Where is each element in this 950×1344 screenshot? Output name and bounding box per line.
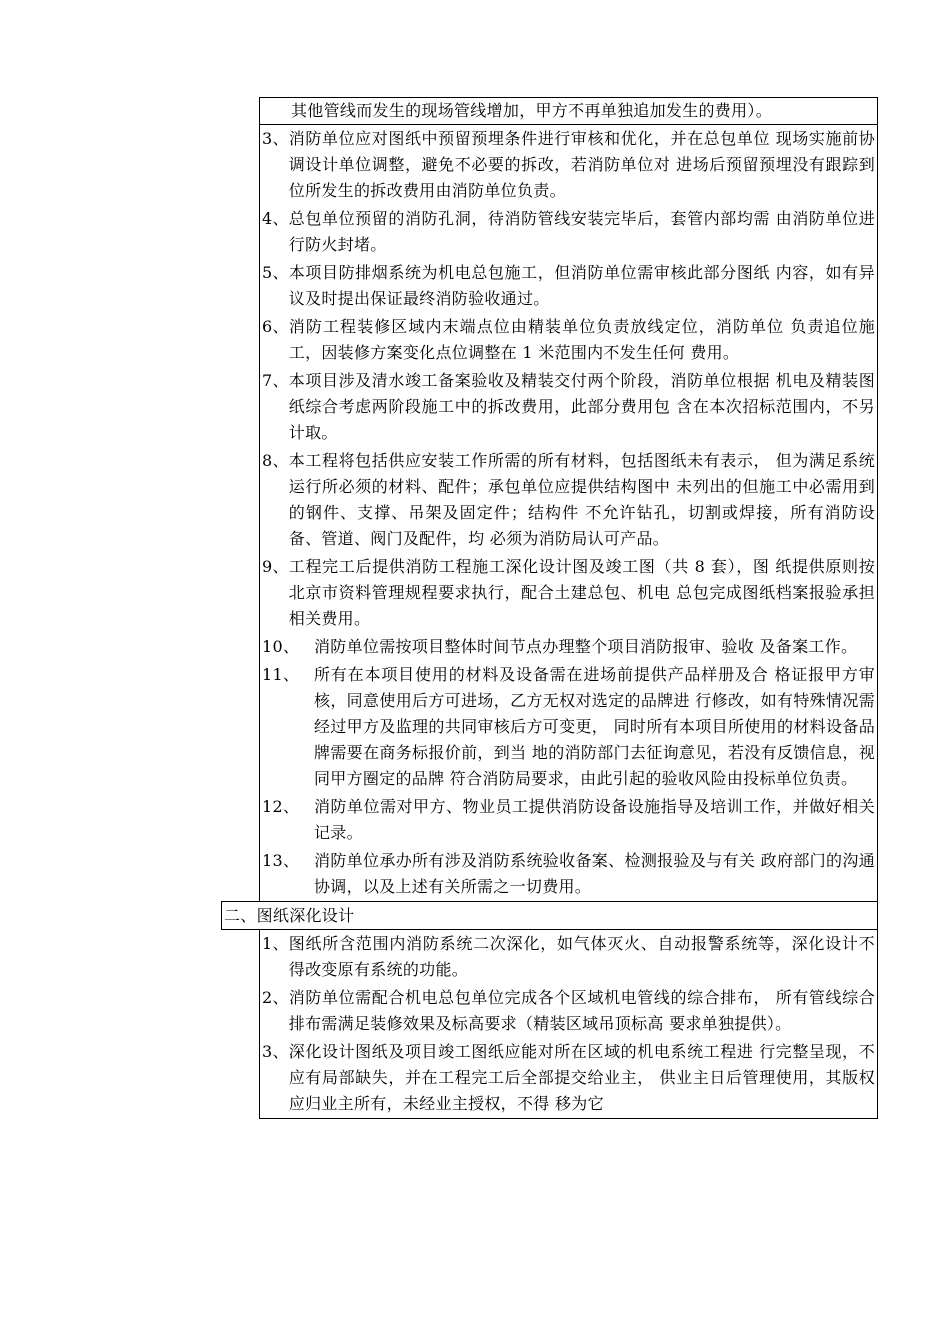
item-number: 4、 — [262, 209, 289, 228]
section2-items-cell — [260, 930, 878, 1119]
list-item — [260, 930, 877, 984]
item-number: 5、 — [262, 263, 289, 282]
section-heading: 二、图纸深化设计 — [224, 906, 355, 925]
item-number: 10、 — [262, 637, 300, 656]
list-item — [260, 984, 877, 1038]
item-number: 11、 — [262, 665, 300, 684]
item-number: 1、 — [262, 934, 289, 953]
list-item — [260, 125, 877, 205]
item-text: 消防单位应对图纸中预留预埋条件进行审核和优化，并在总包单位 现场实施前协调设计单位调整，避免不必要的拆改，若消防单位对 进场后预留预埋没有跟踪到位所发生的拆改费用由消防单位负责。 — [288, 129, 875, 200]
table-row — [222, 930, 878, 1119]
item-text: 工程完工后提供消防工程施工深化设计图及竣工图（共 8 套），图 纸提供原则按北京市资料管理规程要求执行，配合土建总包、机电 总包完成图纸档案报验承担相关费用。 — [288, 557, 875, 628]
list-item — [260, 367, 877, 447]
section-heading-cell — [222, 902, 878, 930]
list-item — [260, 1038, 877, 1118]
item-number: 12、 — [262, 797, 300, 816]
item-number: 3、 — [262, 129, 289, 148]
item-text: 本项目涉及清水竣工备案验收及精装交付两个阶段，消防单位根据 机电及精装图纸综合考虑两阶段施工中的拆改费用，此部分费用包 含在本次招标范围内，不另计取。 — [288, 371, 875, 442]
table-row — [222, 125, 878, 902]
continuation-text: 其他管线而发生的现场管线增加，甲方不再单独追加发生的费用）。 — [291, 101, 773, 120]
table-row — [222, 902, 878, 930]
item-text: 深化设计图纸及项目竣工图纸应能对所在区域的机电系统工程进 行完整呈现，不应有局部缺失，并在工程完工后全部提交给业主， 供业主日后管理使用，其版权应归业主所有，未经业主授权，不得 移为它 — [288, 1042, 875, 1113]
item-number: 6、 — [262, 317, 289, 336]
list-item — [260, 793, 877, 847]
section1-items-cell — [260, 125, 878, 902]
list-item — [260, 633, 877, 661]
item-number: 2、 — [262, 988, 289, 1007]
item-number: 7、 — [262, 371, 289, 390]
item-number: 9、 — [262, 557, 289, 576]
list-item — [260, 847, 877, 901]
item-text: 消防单位需对甲方、物业员工提供消防设备设施指导及培训工作，并做好相关记录。 — [314, 797, 875, 842]
list-item — [260, 259, 877, 313]
item-text: 总包单位预留的消防孔洞，待消防管线安装完毕后，套管内部均需 由消防单位进行防火封堵。 — [288, 209, 875, 254]
item-number: 3、 — [262, 1042, 289, 1061]
item-text: 所有在本项目使用的材料及设备需在进场前提供产品样册及合 格证报甲方审核，同意使用后方可进场，乙方无权对选定的品牌进 行修改，如有特殊情况需经过甲方及监理的共同审核后方可变更， 同时所有本项目所使用的材料设备品牌需要在商务标报价前，到当 地的消防部门去征询意见，若没有反馈信息，视同甲方圈定的品牌 符合消防局要求，由此引起的验收风险由投标单位负责。 — [314, 665, 875, 788]
list-item — [260, 205, 877, 259]
list-item — [260, 661, 877, 793]
item-text: 消防单位需按项目整体时间节点办理整个项目消防报审、验收 及备案工作。 — [314, 637, 858, 656]
list-item — [260, 553, 877, 633]
continuation-cell — [260, 98, 878, 125]
item-text: 本工程将包括供应安装工作所需的所有材料，包括图纸未有表示， 但为满足系统运行所必须的材料、配件；承包单位应提供结构图中 未列出的但施工中必需用到的钢件、支撑、吊架及固定件；结构件 不允许钻孔，切割或焊接，所有消防设备、管道、阀门及配件，均 必须为消防局认可产品。 — [288, 451, 875, 548]
item-text: 消防单位承办所有涉及消防系统验收备案、检测报验及与有关 政府部门的沟通协调，以及上述有关所需之一切费用。 — [314, 851, 875, 896]
item-text: 本项目防排烟系统为机电总包施工，但消防单位需审核此部分图纸 内容，如有异议及时提出保证最终消防验收通过。 — [288, 263, 875, 308]
item-text: 消防单位需配合机电总包单位完成各个区域机电管线的综合排布， 所有管线综合排布需满足装修效果及标高要求（精装区域吊顶标高 要求单独提供）。 — [288, 988, 875, 1033]
item-text: 图纸所含范围内消防系统二次深化，如气体灭火、自动报警系统等，深化设计不得改变原有系统的功能。 — [288, 934, 875, 979]
item-number: 13、 — [262, 851, 300, 870]
table-row — [222, 98, 878, 125]
item-text: 消防工程装修区域内末端点位由精装单位负责放线定位，消防单位 负责追位施工，因装修方案变化点位调整在 1 米范围内不发生任何 费用。 — [288, 317, 875, 362]
spec-table — [221, 97, 878, 1119]
list-item — [260, 447, 877, 553]
list-item — [260, 313, 877, 367]
item-number: 8、 — [262, 451, 289, 470]
